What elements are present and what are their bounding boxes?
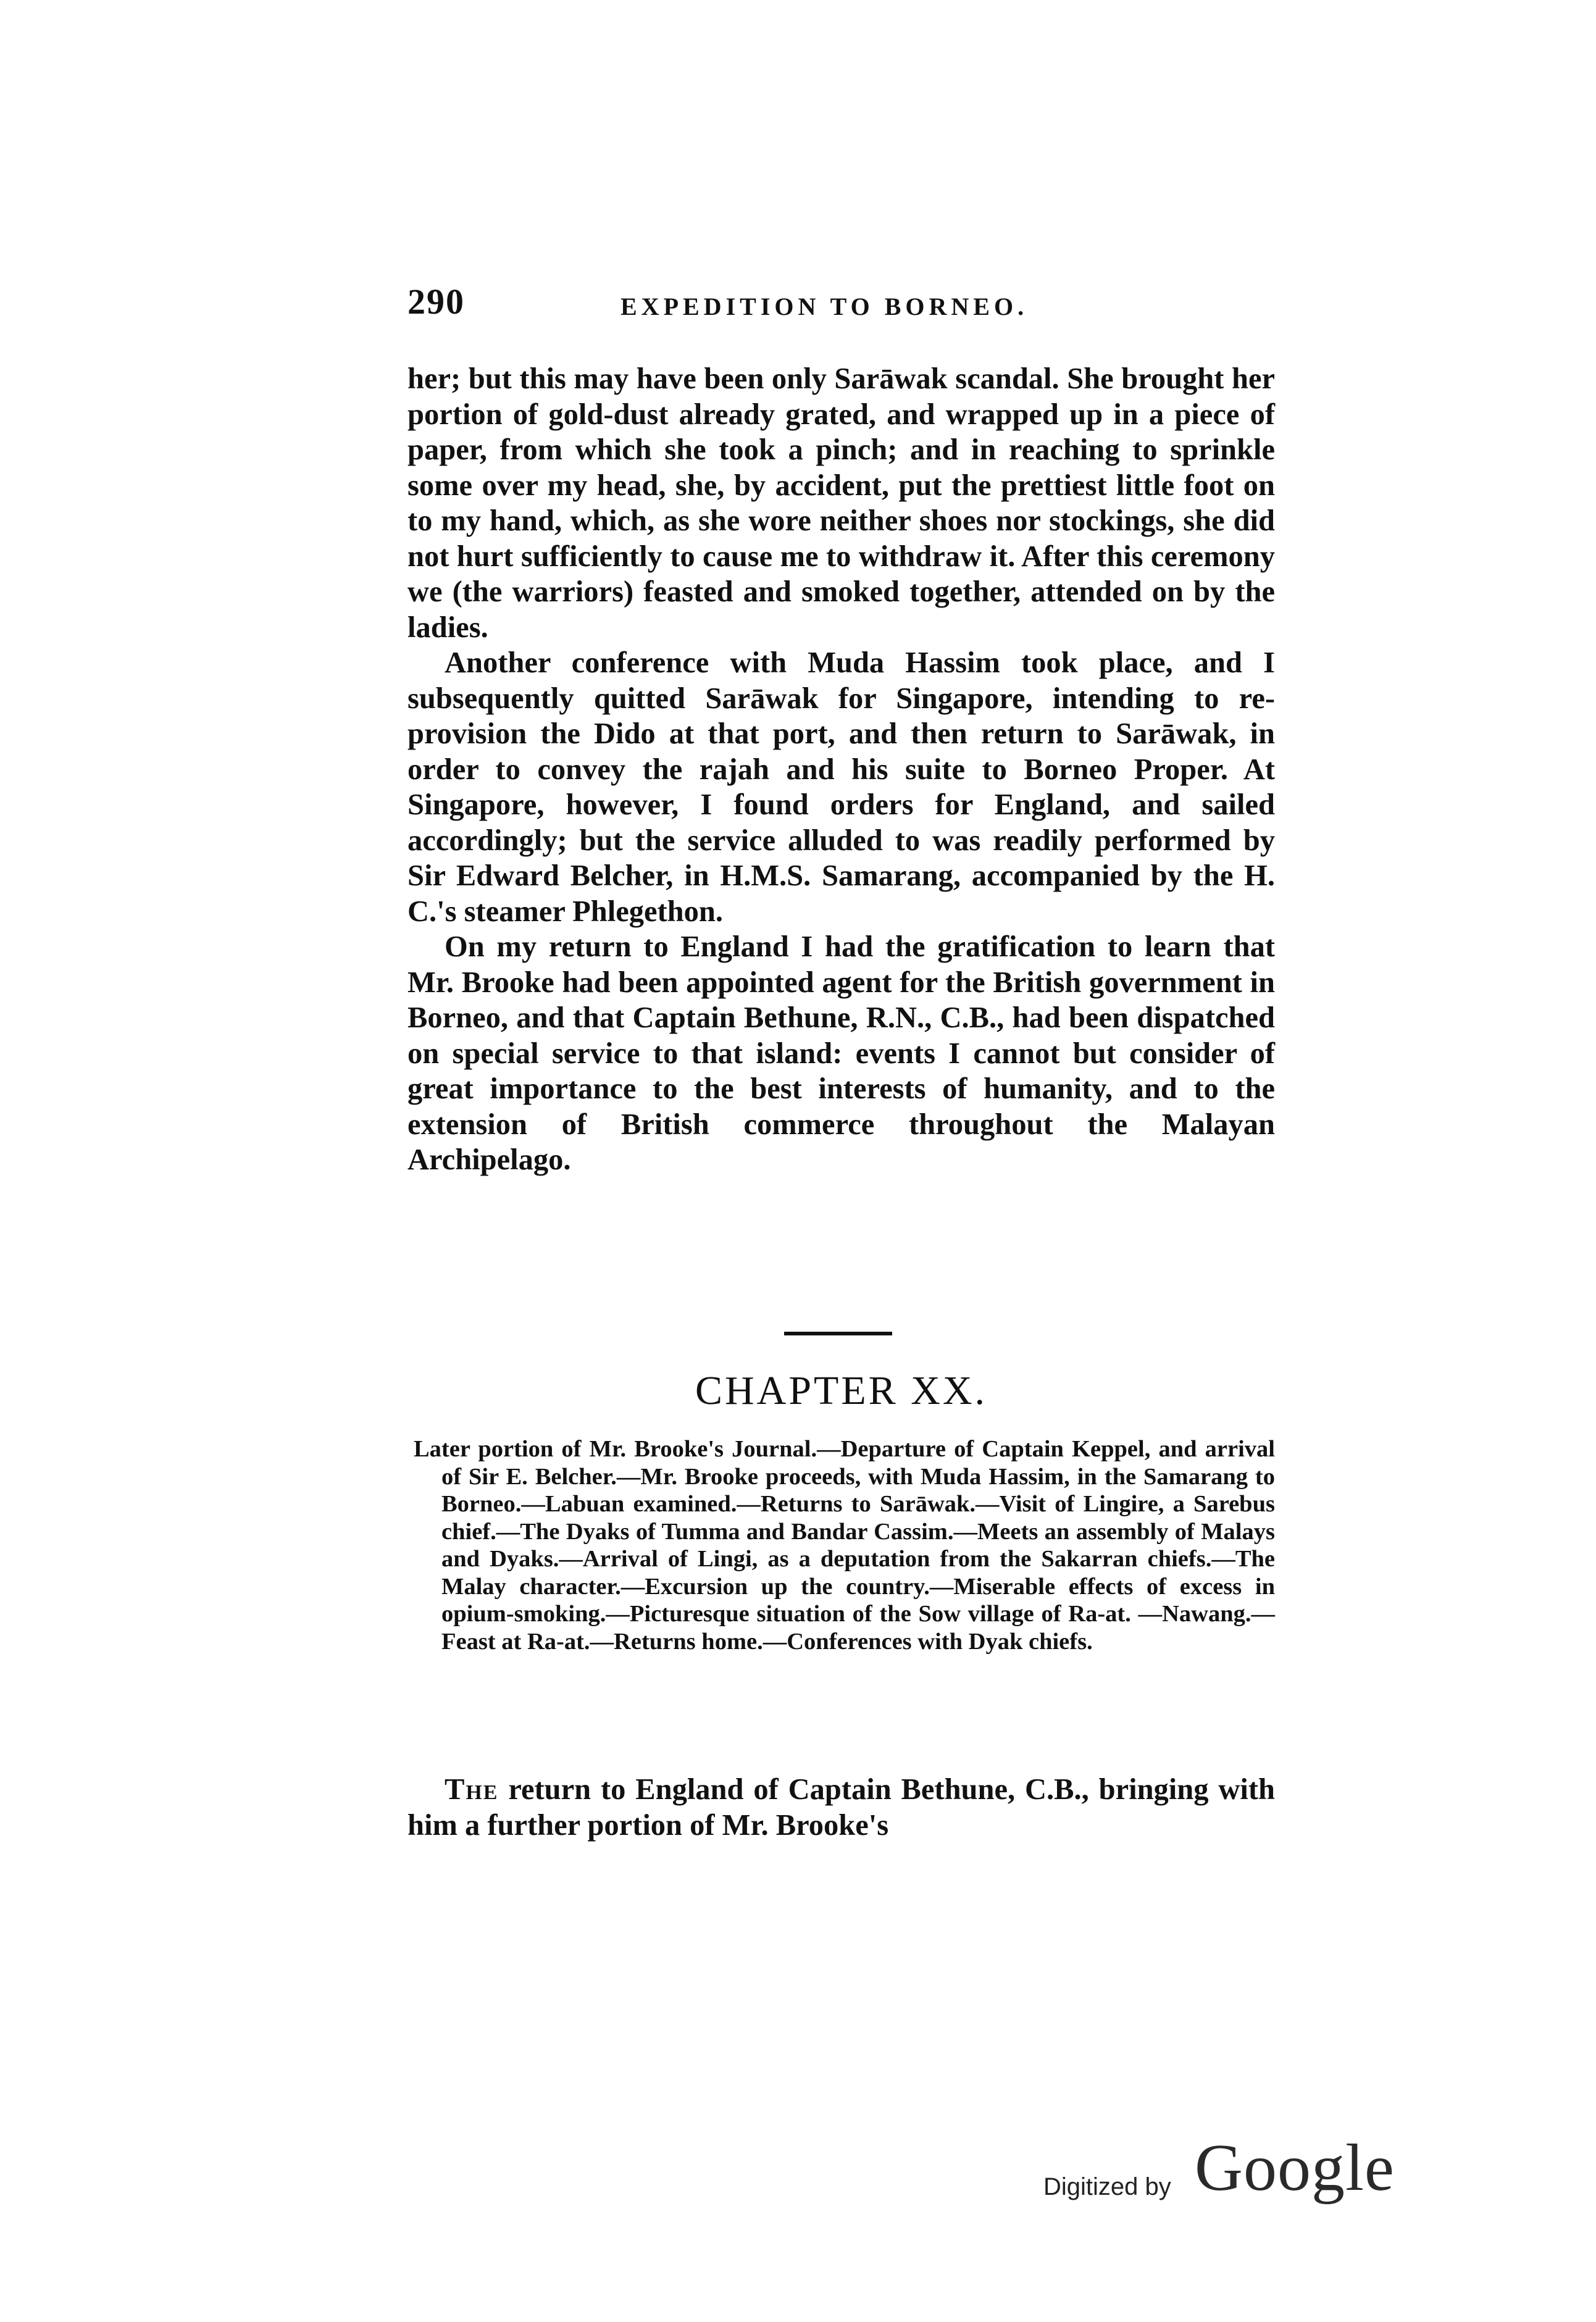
opening-small-caps: The xyxy=(445,1773,499,1806)
section-divider-rule xyxy=(784,1332,892,1335)
digitized-watermark xyxy=(1043,2130,1395,2210)
chapter-summary xyxy=(414,1435,1275,1655)
paragraph-continued: her; but this may have been only Sarāwak scandal. She brought her portion of gold-dust already grated, and wrapped up in a piece of paper, from which she took a pinch; and in reaching to sprinkle some over my head, she, by accident, put the prettiest little foot on to my hand, which, as she wore neither shoes nor stockings, she did not hurt sufficiently to cause me to withdraw it. After this ceremony we (the warriors) feasted and smoked together, attended on by the ladies. xyxy=(407,362,1275,644)
running-title: EXPEDITION TO BORNEO. xyxy=(620,293,1029,320)
paragraph-conference: Another conference with Muda Hassim took place, and I subsequently quitted Sarāwak for Singapore, intending to re-provision the Dido at that port, and then return to Sarāwak, in order to convey the rajah and his suite to Borneo Proper. At Singapore, however, I found orders for England, and sailed accordingly; but the service alluded to was readily performed by Sir Edward Belcher, in H.M.S. Samarang, accompanied by the H. C.'s steamer Phlegethon. xyxy=(407,646,1275,928)
chapter-title: CHAPTER XX. xyxy=(695,1368,988,1413)
chapter-summary-text: Later portion of Mr. Brooke's Journal.—Departure of Captain Keppel, and arrival of Sir E. Belcher.—Mr. Brooke proceeds, with Muda Hassim, in the Samarang to Borneo.—Labuan examined.—Returns to Sarāwak.—Visit of Lingire, a Sarebus chief.—The Dyaks of Tumma and Bandar Cassim.—Meets an assembly of Malays and Dyaks.—Arrival of Lingi, as a deputation from the Sakarran chiefs.—The Malay character.—Excursion up the country.—Miserable effects of excess in opium-smoking.—Picturesque situation of the Sow village of Ra-at. —Nawang.—Feast at Ra-at.—Returns home.—Conferences with Dyak chiefs. xyxy=(414,1436,1275,1655)
body-text xyxy=(407,361,1275,1178)
running-head xyxy=(407,281,1272,330)
opening-text: return to England of Captain Bethune, C.B., bringing with him a further portion of Mr. Brooke's xyxy=(407,1773,1275,1842)
page-number: 290 xyxy=(407,282,465,322)
chapter-opening xyxy=(407,1772,1275,1843)
chapter-opening-paragraph xyxy=(407,1772,1275,1843)
digitized-by-label: Digitized by xyxy=(1043,2173,1171,2200)
paragraph-return-to-england: On my return to England I had the gratification to learn that Mr. Brooke had been appointed agent for the British government in Borneo, and that Captain Bethune, R.N., C.B., had been dispatched on special service to that island: events I cannot but consider of great importance to the best interests of humanity, and to the extension of British commerce throughout the Malayan Archipelago. xyxy=(407,930,1275,1176)
google-logo: Google xyxy=(1195,2131,1395,2205)
